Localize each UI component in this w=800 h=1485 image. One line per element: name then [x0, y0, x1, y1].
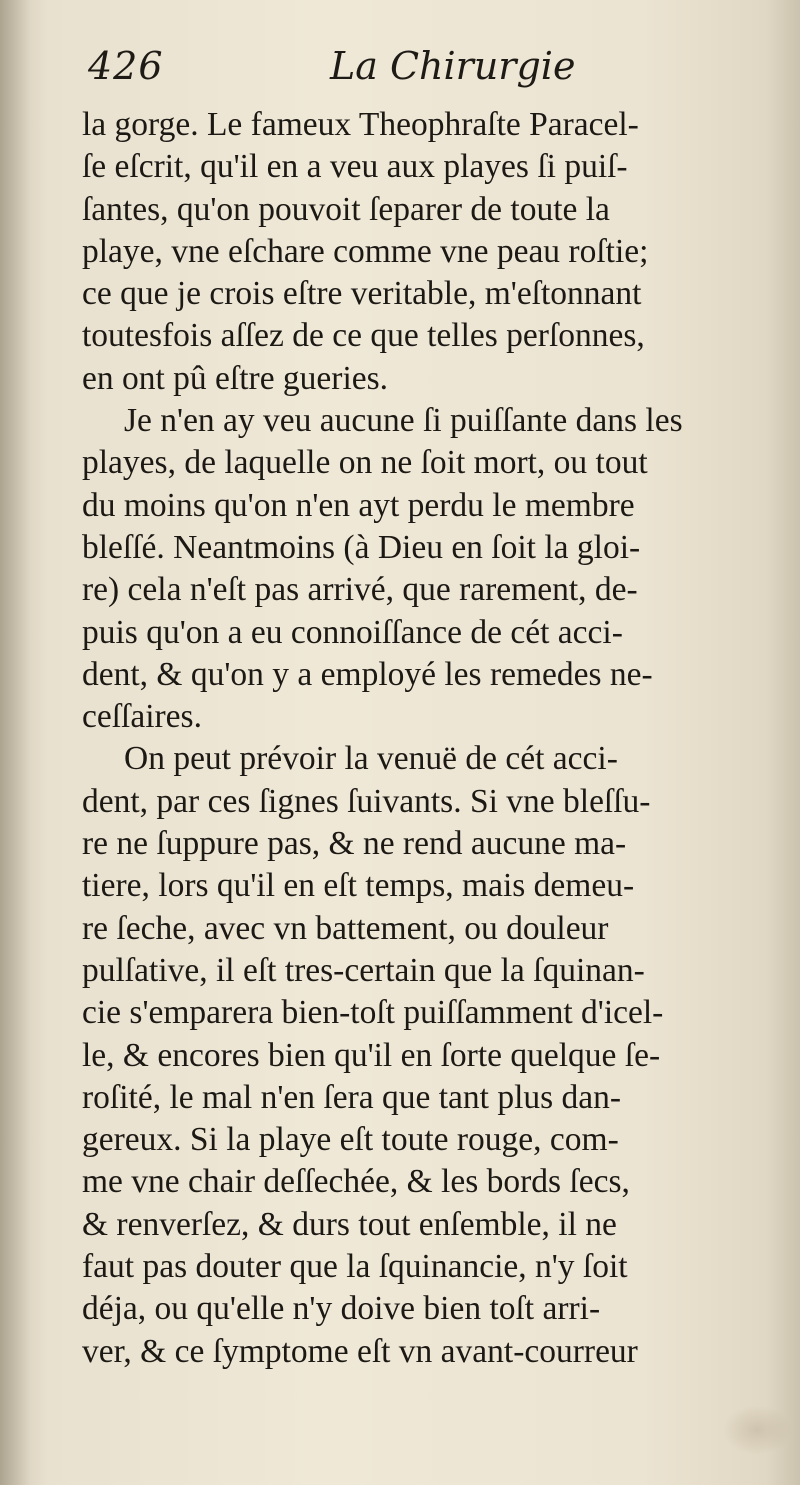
- text-line: ceſſaires.: [82, 698, 202, 736]
- text-line: tiere, lors qu'il en eſt temps, mais demeu-: [82, 867, 635, 905]
- text-line: le, & encores bien qu'il en ſorte quelque ſe-: [82, 1036, 661, 1074]
- text-line: gereux. Si la playe eſt toute rouge, com-: [82, 1121, 619, 1159]
- page-header: [88, 44, 768, 104]
- text-line: ver, & ce ſymptome eſt vn avant-courreur: [82, 1332, 638, 1370]
- text-line: pulſative, il eſt tres-certain que la ſquinan-: [82, 951, 645, 989]
- body-text: [82, 104, 772, 1373]
- text-line: me vne chair deſſechée, & les bords ſecs,: [82, 1163, 630, 1201]
- text-line: re ſeche, avec vn battement, ou douleur: [82, 909, 609, 947]
- text-line: On peut prévoir la venuë de cét acci-: [124, 740, 618, 778]
- text-line: dent, & qu'on y a employé les remedes ne-: [82, 655, 653, 693]
- running-title: La Chirurgie: [330, 44, 576, 88]
- text-line: ſe eſcrit, qu'il en a veu aux playes ſi puiſ-: [82, 148, 628, 186]
- text-line: & renverſez, & durs tout enſemble, il ne: [82, 1205, 617, 1243]
- text-line: la gorge. Le fameux Theophraſte Paracel-: [82, 106, 639, 143]
- text-line: du moins qu'on n'en ayt perdu le membre: [82, 486, 635, 524]
- text-line: toutesfois aſſez de ce que telles perſonnes,: [82, 317, 645, 355]
- paper-stain: [722, 1405, 792, 1455]
- text-line: en ont pû eſtre gueries.: [82, 359, 389, 397]
- text-line: roſité, le mal n'en ſera que tant plus dan-: [82, 1078, 622, 1116]
- text-line: Je n'en ay veu aucune ſi puiſſante dans les: [124, 402, 683, 440]
- page-gutter-shadow: [0, 0, 30, 1485]
- text-line: ce que je crois eſtre veritable, m'eſtonnant: [82, 275, 642, 313]
- text-line: déja, ou qu'elle n'y doive bien toſt arri-: [82, 1290, 601, 1328]
- text-line: re) cela n'eſt pas arrivé, que rarement, de-: [82, 571, 638, 609]
- text-line: playe, vne eſchare comme vne peau roſtie;: [82, 232, 649, 270]
- text-line: faut pas douter que la ſquinancie, n'y ſoit: [82, 1248, 628, 1286]
- text-line: playes, de laquelle on ne ſoit mort, ou tout: [82, 444, 648, 482]
- text-line: cie s'emparera bien-toſt puiſſamment d'icel-: [82, 994, 664, 1032]
- text-line: re ne ſuppure pas, & ne rend aucune ma-: [82, 825, 627, 863]
- text-line: bleſſé. Neantmoins (à Dieu en ſoit la gloi-: [82, 528, 641, 566]
- text-line: puis qu'on a eu connoiſſance de cét acci-: [82, 613, 623, 651]
- text-line: dent, par ces ſignes ſuivants. Si vne bleſſu-: [82, 782, 651, 820]
- page-number: 426: [88, 44, 164, 88]
- text-line: ſantes, qu'on pouvoit ſeparer de toute la: [82, 190, 610, 228]
